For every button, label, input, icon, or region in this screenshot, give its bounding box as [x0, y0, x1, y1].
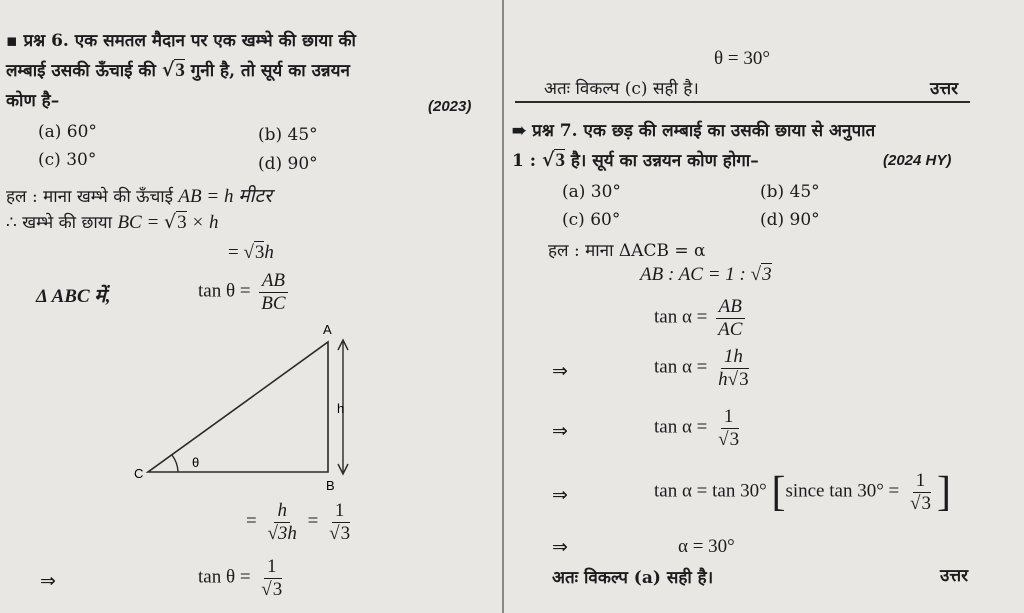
column-divider: [502, 0, 504, 613]
frac2-num: 1: [332, 500, 348, 523]
frac-one: 1: [721, 406, 737, 429]
tan-lhs: tan θ =: [198, 280, 251, 302]
frac-ab: AB: [259, 270, 288, 293]
q6-line1-text: प्रश्न 6. एक समतल मैदान पर एक खम्भे की छाया की: [23, 31, 356, 51]
bracket-close: ]: [936, 469, 951, 516]
sqrt3-value: 3: [254, 242, 265, 263]
tan-theta-equation: [198, 270, 292, 315]
frac-h-root3: h√3: [718, 368, 749, 390]
q7-line1-text: प्रश्न 7. एक छड़ की लम्बाई का उसकी छाया से अनुपात: [532, 121, 876, 141]
bracket-open: [: [771, 469, 786, 516]
question-7-line-1: [512, 118, 875, 141]
q7-option-b: (b) 45°: [760, 182, 820, 202]
ratio-text: AB : AC = 1 :: [640, 264, 751, 285]
alpha-result: α = 30°: [678, 536, 735, 557]
question-7-line-2: [512, 148, 759, 172]
tan-a-label: tan α =: [654, 306, 708, 328]
shadow-line: [6, 210, 218, 234]
frac1-den-text: 3h: [277, 522, 297, 544]
sqrt3-value: 3: [739, 368, 749, 390]
height-label: h: [337, 401, 345, 416]
equals-sign: =: [246, 510, 257, 532]
q6-solution-intro: [6, 182, 272, 208]
since-fraction: [907, 470, 934, 515]
angle-theta: θ: [192, 455, 200, 470]
q7-solution-intro: हल : माना ΔACB = α: [548, 241, 706, 261]
sqrt-symbol: √: [161, 59, 175, 81]
frac-bc: BC: [261, 292, 286, 314]
q7-option-a: (a) 30°: [562, 182, 621, 202]
frac1-den: √3h: [267, 522, 297, 544]
one-over-root3: [326, 500, 353, 545]
shadow-prefix: ∴ खम्भे की छाया: [6, 213, 118, 233]
equals-sign: =: [307, 510, 319, 532]
implies-2: ⇒: [552, 421, 568, 442]
sqrt3-value: 3: [729, 428, 740, 450]
q6-line2c: गुनी है, तो सूर्य का उन्नयन: [184, 61, 350, 81]
final-tan-theta: [198, 556, 288, 601]
tan30-text: tan α = tan 30°: [654, 480, 767, 502]
shadow-equals: [228, 242, 274, 264]
q7-option-c: (c) 60°: [562, 210, 621, 230]
implies-arrow: ⇒: [40, 571, 56, 592]
q6-line2a: लम्बाई उसकी ऊँचाई की: [6, 61, 162, 81]
q6-sqrt3: 3: [175, 60, 185, 81]
final-num: 1: [264, 556, 280, 579]
question-6-line-2: [6, 58, 350, 82]
conclusion-q7: अतः विकल्प (a) सही है।: [552, 568, 714, 588]
vertex-c: C: [134, 466, 144, 481]
ratio-line: AB : AC = 1 : √3: [640, 264, 772, 285]
tan-a-label: tan α =: [654, 416, 708, 438]
1-root3-fraction: [715, 406, 742, 451]
answer-label-2: उत्तर: [940, 566, 969, 586]
question-6-line-1: [6, 28, 356, 51]
angle-arc: [172, 455, 178, 472]
tan-a-label: tan α =: [654, 356, 708, 378]
sqrt3-value: 3: [272, 578, 283, 600]
frac-1h: 1h: [721, 346, 746, 369]
fraction-steps: [246, 500, 356, 545]
triangle-shape: [148, 342, 328, 472]
sqrt-symbol: √: [243, 242, 254, 263]
tan-alpha-ab-ac: [654, 296, 748, 341]
bc-label: BC =: [117, 212, 165, 233]
q6-option-a: (a) 60°: [38, 122, 97, 142]
final-lhs: tan θ =: [198, 566, 251, 588]
frac-ac: AC: [718, 318, 743, 340]
eq2-h: h: [264, 242, 274, 263]
sqrt-symbol: √: [164, 211, 177, 233]
implies-3: ⇒: [552, 485, 568, 506]
q6-option-c: (c) 30°: [38, 150, 97, 170]
sqrt3-value: 3: [340, 522, 351, 544]
times-h: × h: [186, 212, 219, 233]
tan-alpha-1h: [654, 346, 755, 391]
frac-h: h: [718, 368, 728, 390]
vertex-a: A: [323, 322, 332, 337]
tan-alpha-1-root3: [654, 406, 745, 451]
conclusion-q6: अतः विकल्प (c) सही है।: [544, 79, 699, 99]
question-6-line-3: कोण है–: [6, 91, 60, 111]
bullet-icon: ▪: [6, 31, 18, 51]
1h-fraction: [715, 346, 751, 391]
final-fraction: [258, 556, 285, 601]
frac2-den: √3: [329, 522, 351, 544]
since-num: 1: [913, 470, 929, 493]
q7-sqrt3: 3: [555, 150, 565, 171]
sqrt3-value: 3: [177, 212, 187, 233]
sqrt3-value: 3: [921, 492, 931, 514]
section-divider: [515, 101, 970, 103]
frac1-num: h: [274, 500, 290, 523]
ab-ac-fraction: [715, 296, 745, 341]
h-over-root3h: [264, 500, 299, 545]
sqrt3-value: 3: [762, 264, 772, 285]
answer-label-1: उत्तर: [930, 79, 959, 99]
frac-root3: √3: [718, 428, 740, 450]
ab-bc-fraction: [258, 270, 288, 315]
hal-math: AB = h मीटर: [178, 186, 272, 207]
implies-1: ⇒: [552, 361, 568, 382]
q7-option-d: (d) 90°: [760, 210, 820, 230]
q7-line2a: 1 :: [512, 151, 542, 171]
sqrt-symbol: √: [541, 149, 555, 171]
q7-year: (2024 HY): [883, 152, 952, 169]
vertex-b: B: [326, 478, 335, 493]
q6-year: (2023): [428, 98, 472, 115]
implies-4: ⇒: [552, 537, 568, 558]
q6-option-b: (b) 45°: [258, 125, 318, 145]
since-text: since tan 30° =: [785, 480, 900, 502]
triangle-diagram: [130, 320, 360, 495]
eq2-prefix: =: [228, 242, 244, 263]
frac-ab: AB: [716, 296, 745, 319]
arrow-icon: ➠: [512, 121, 527, 141]
hal-text: हल : माना खम्भे की ऊँचाई: [6, 187, 179, 207]
tan-30-line: [654, 470, 951, 515]
theta-result: θ = 30°: [714, 48, 770, 69]
q6-option-d: (d) 90°: [258, 154, 318, 174]
since-den: √3: [910, 492, 931, 514]
triangle-label: Δ ABC में,: [36, 286, 111, 307]
final-den: √3: [261, 578, 283, 600]
q7-line2c: है। सूर्य का उन्नयन कोण होगा–: [564, 151, 759, 171]
